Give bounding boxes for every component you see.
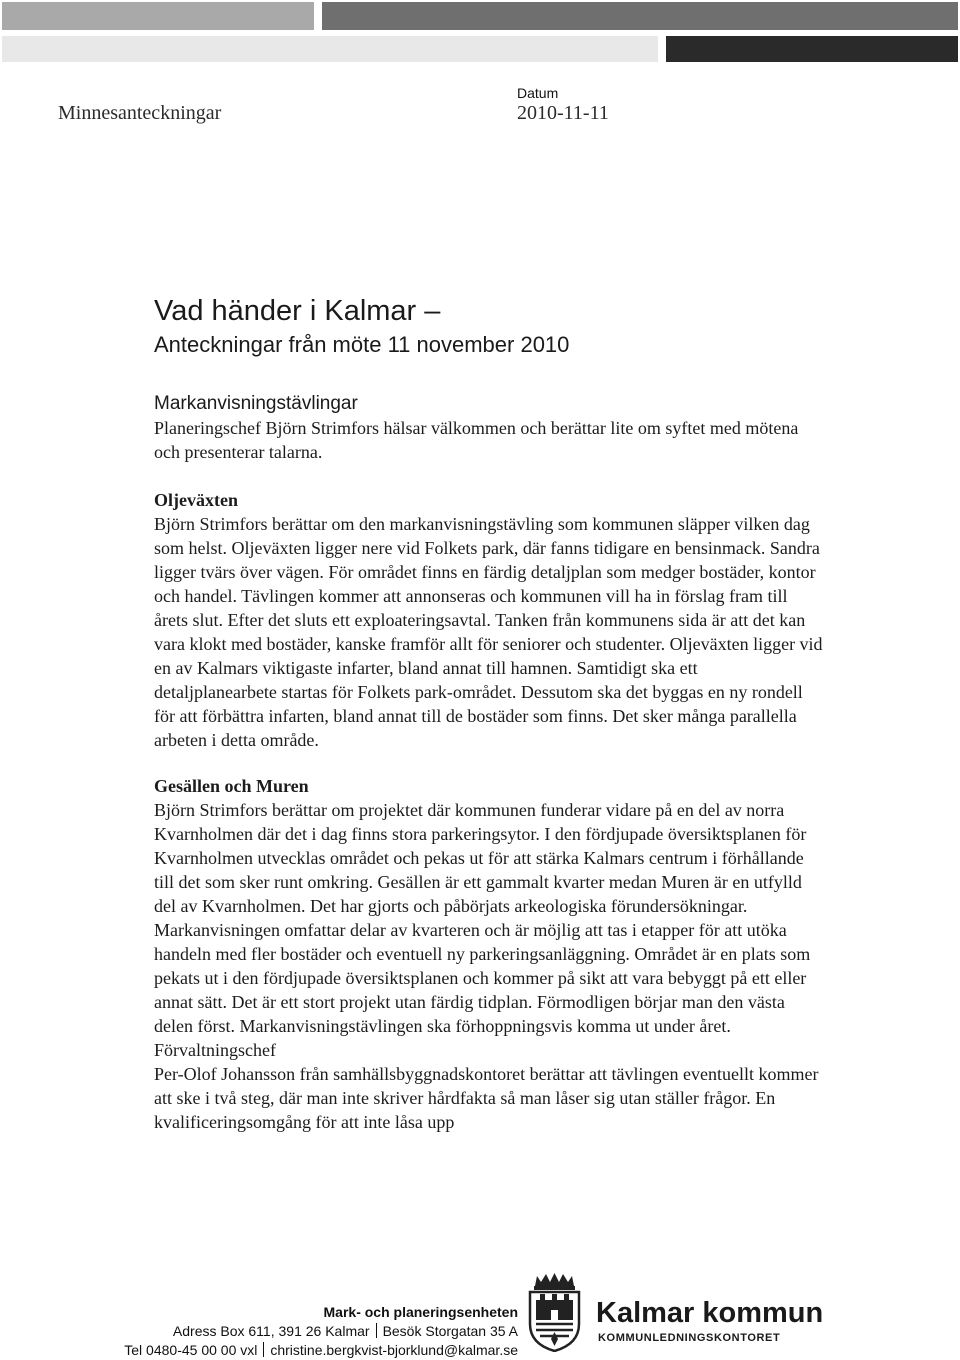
section-heading-markanvisning: Markanvisningstävlingar [154, 393, 358, 414]
footer-contact [124, 1303, 518, 1360]
oljevaxten-paragraph: Björn Strimfors berättar om den markanvisningstävling som kommunen släpper vilken dag som helst. Oljeväxten ligger nere vid Folkets park, där fanns tidigare en bensinmack. Sandra ligger tvärs över vägen. För området finns en färdig detaljplan som medger bostäder, kontor och handel. Tävlingen kommer att annonseras och kommunen vill ha in förslag fram till årets slut. Efter det sluts ett exploateringsavtal. Tanken från kommunens sida är att det kan vara klokt med bostäder, kanske framför allt för seniorer och studenter. Oljeväxten ligger vid en av Kalmars viktigaste infarter, bland annat till hamnen. Samtidigt ska ett detaljplanearbete startas för Folkets park-området. Dessutom ska det byggas en ny rondell för att förbättra infarten, bland annat till de bostäder som finns. Det sker många parallella arbeten i detta område. [154, 514, 823, 750]
footer-phone: Tel 0480-45 00 00 vxl [124, 1342, 258, 1358]
kalmar-crest-icon [527, 1272, 582, 1352]
gesallen-paragraph: Björn Strimfors berättar om projektet där kommunen funderar vidare på en del av norra Kvarnholmen där det i dag finns stora parkeringsytor. I den fördjupade översiktsplanen för Kvarnholmen utvecklas området och pekas ut för att stärka Kalmars centrum i förhållande till det som sker runt omkring. Gesällen är ett gammalt kvarter medan Muren är en utfylld del av Kvarnholmen. Det har gjorts och påbörjats arkeologiska förundersökningar. Markanvisningen omfattar delar av kvarteren och är möjlig att tas i etapper för att utöka handeln med fler bostäder och eventuell ny parkeringsanläggning. Området är en plats som pekats ut i den fördjupade översiktsplanen och kommer på sikt att vara bebyggt på ett eller annat sätt. Det är ett stort projekt utan färdig tidplan. Förmodligen börjar man den västa delen först. Markanvisningstävlingen ska förhoppningsvis komma ut under året. [154, 800, 811, 1036]
brand-subtitle: KOMMUNLEDNINGSKONTORET [598, 1332, 781, 1344]
section-heading-oljevaxten: Oljeväxten [154, 490, 238, 510]
date-value: 2010-11-11 [517, 102, 609, 124]
footer-address: Adress Box 611, 391 26 Kalmar [172, 1323, 370, 1339]
header-bar-light [2, 2, 314, 30]
footer-address-line [124, 1322, 518, 1341]
header-bar-pale [2, 36, 658, 62]
footer-visit: Besök Storgatan 35 A [382, 1323, 518, 1339]
footer-separator [376, 1323, 377, 1338]
document-type: Minnesanteckningar [58, 102, 222, 124]
document-body [154, 292, 824, 1134]
date-label: Datum [517, 85, 559, 101]
kalmar-kommun-logo [596, 1296, 823, 1346]
header-bar-mid [322, 2, 958, 30]
header-bar-dark [666, 36, 958, 62]
section-heading-forvaltning: Förvaltningschef [154, 1040, 276, 1060]
page-subtitle: Anteckningar från möte 11 november 2010 [154, 332, 570, 357]
section-heading-gesallen: Gesällen och Muren [154, 776, 309, 796]
footer-email: christine.bergkvist-bjorklund@kalmar.se [270, 1342, 518, 1358]
forvaltning-paragraph: Per-Olof Johansson från samhällsbyggnadskontoret berättar att tävlingen eventuellt kommer att ske i två steg, där man inte skriver hårdfakta så man låser sig utan ställer frågor. En kvalificeringsomgång för att inte låsa upp [154, 1064, 819, 1132]
page-title: Vad händer i Kalmar – [154, 295, 441, 327]
brand-name: Kalmar kommun [596, 1297, 824, 1329]
footer-separator [263, 1342, 264, 1357]
footer-contact-line [124, 1341, 518, 1360]
intro-paragraph: Planeringschef Björn Strimfors hälsar välkommen och berättar lite om syftet med mötena och presenterar talarna. [154, 418, 799, 462]
footer-unit: Mark- och planeringsenheten [323, 1304, 518, 1320]
